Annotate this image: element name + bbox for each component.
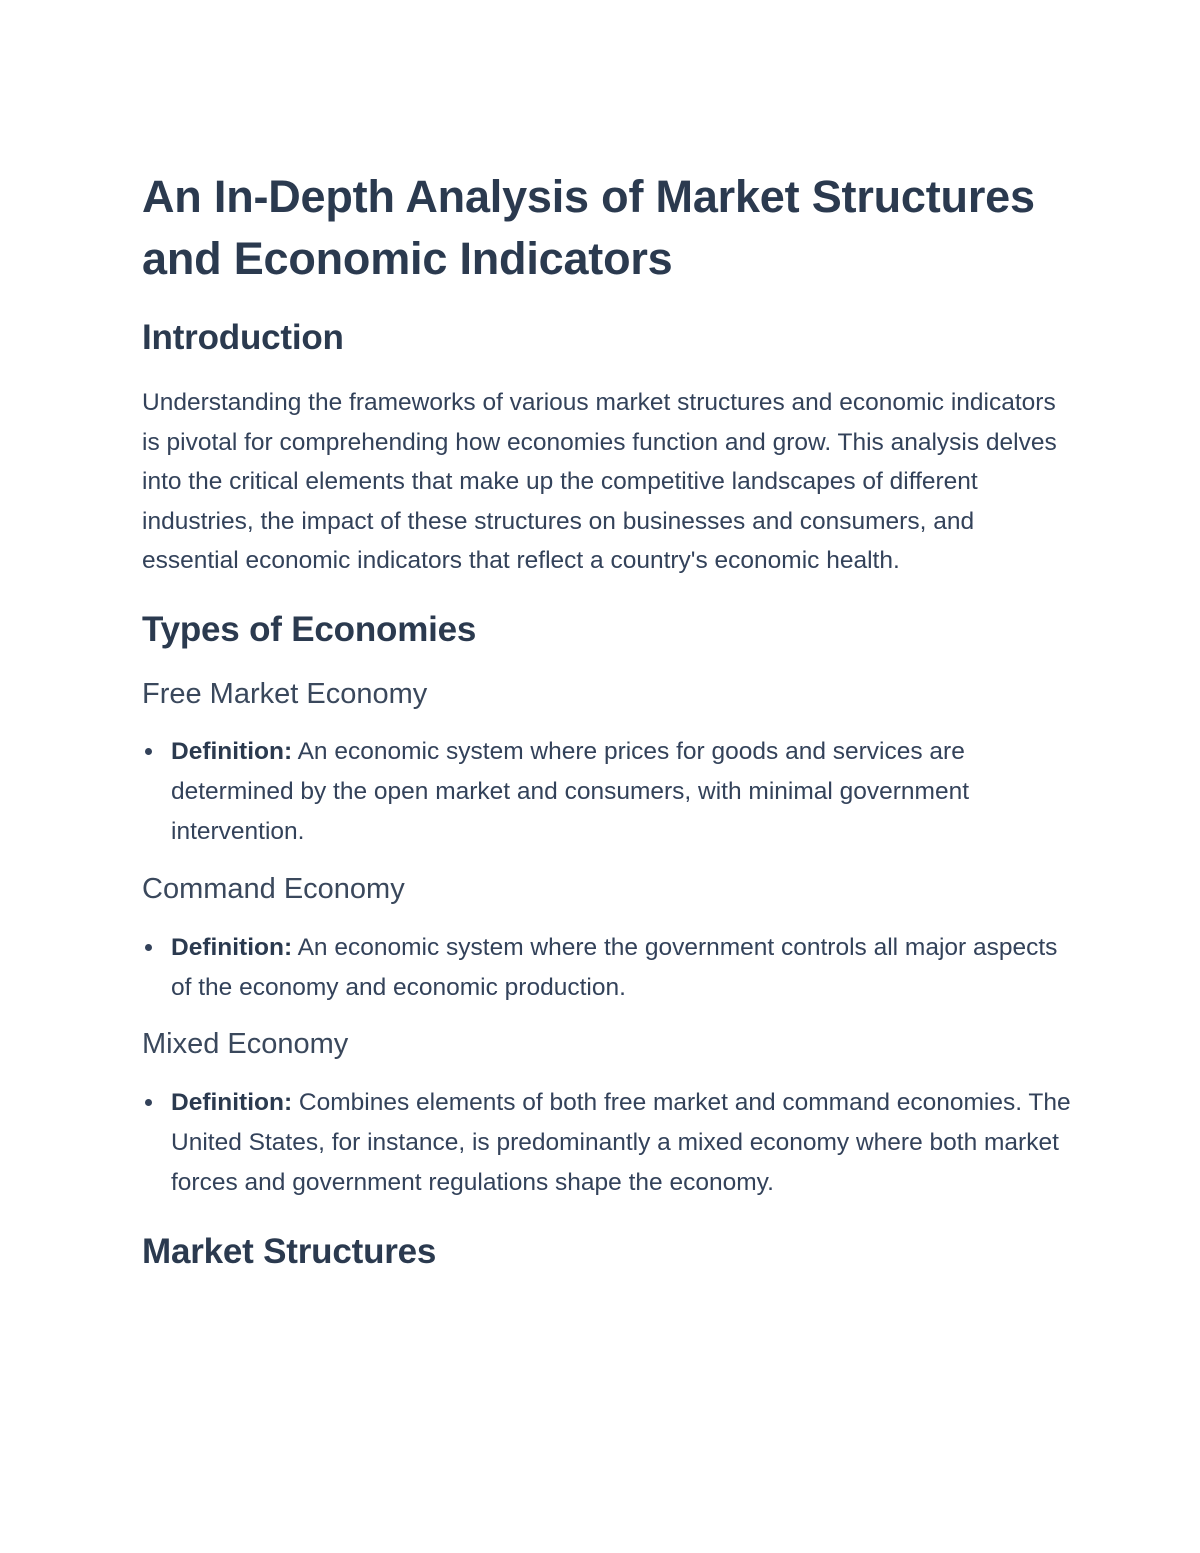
definition-term: Definition: [171, 1088, 293, 1116]
free-market-economy-heading: Free Market Economy [142, 677, 428, 710]
market-structures-heading: Market Structures [142, 1231, 437, 1271]
types-of-economies-heading: Types of Economies [142, 609, 477, 649]
list-item [142, 732, 1072, 852]
list-item [142, 928, 1072, 1008]
introduction-heading: Introduction [142, 318, 344, 357]
definition-text: Combines elements of both free market and command economies. The United States, for instance, is predominantly a mixed economy where both market forces and government regulations shape the economy. [171, 1088, 1071, 1196]
mixed-economy-heading: Mixed Economy [142, 1027, 349, 1060]
bullet-icon [145, 748, 152, 755]
document-page [142, 166, 1072, 1273]
definition-term: Definition: [171, 933, 293, 961]
list-item [142, 1083, 1072, 1203]
free-market-economy-list [142, 732, 1072, 852]
definition-text: An economic system where prices for goods and services are determined by the open market and consumers, with minimal government intervention. [171, 737, 969, 845]
bullet-icon [145, 1099, 152, 1106]
document-title: An In-Depth Analysis of Market Structures and Economic Indicators [142, 171, 1035, 284]
introduction-paragraph: Understanding the frameworks of various market structures and economic indicators is pivotal for comprehending how economies function and grow. This analysis delves into the critical elements that make up the competitive landscapes of different industries, the impact of these structures on businesses and consumers, and essential economic indicators that reflect a country's economic health. [142, 389, 1057, 575]
definition-term: Definition: [171, 737, 293, 765]
definition-text: An economic system where the government controls all major aspects of the economy and economic production. [171, 933, 1058, 1001]
mixed-economy-list [142, 1083, 1072, 1203]
bullet-icon [145, 944, 152, 951]
command-economy-heading: Command Economy [142, 872, 405, 905]
command-economy-list [142, 928, 1072, 1008]
